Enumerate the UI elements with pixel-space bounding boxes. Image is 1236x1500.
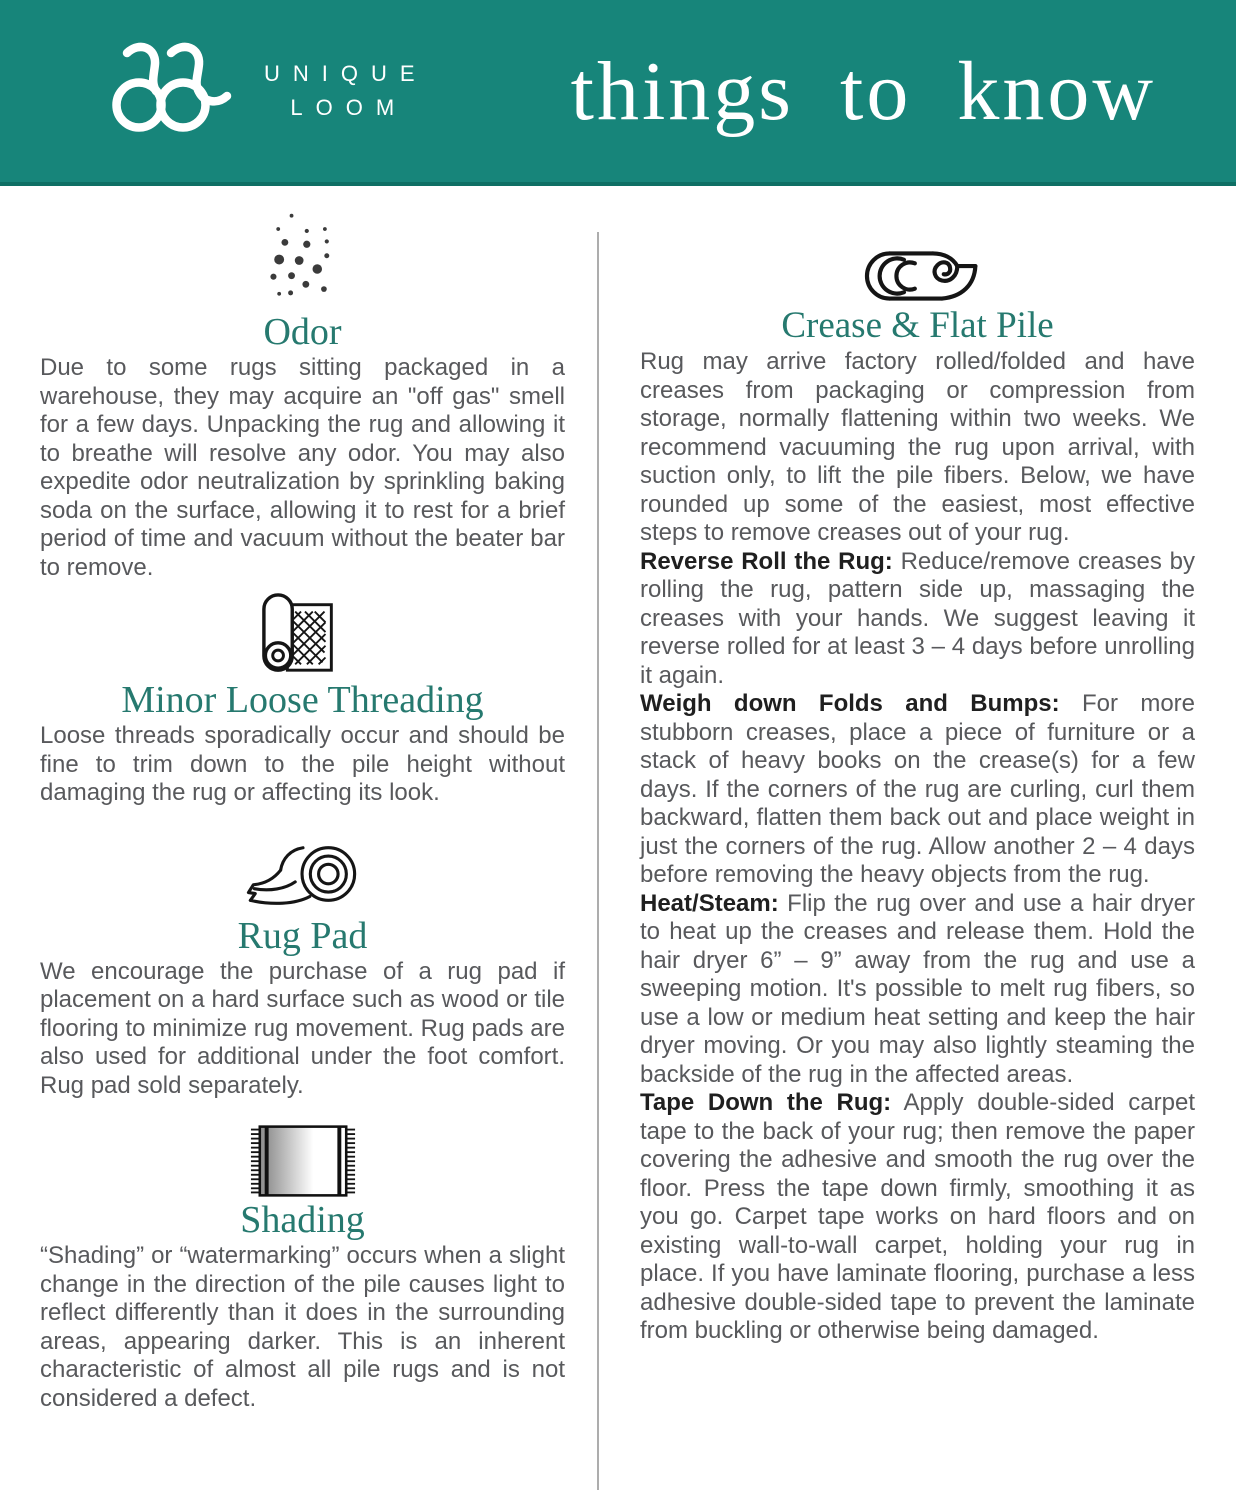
section-body-shading: “Shading” or “watermarking” occurs when a slight change in the direction of the pile causes light to reflect differently than it does in the surrounding areas, appearing darker. This is an inherent characteristic of almost all pile rugs and is not considered a defect.	[40, 1242, 565, 1412]
brand-line-2: LOOM	[290, 95, 408, 120]
tip-tape-down	[640, 1089, 1195, 1346]
tip-reverse-roll-body: Reduce/remove creases by rolling the rug, pattern side up, massaging the creases with your hands. We suggest leaving it reverse rolled for at least 3 – 4 days before unrolling it again.	[640, 547, 1195, 689]
shaded-rug-fringe-icon	[248, 1124, 358, 1198]
tip-reverse-roll-label: Reverse Roll the Rug:	[640, 547, 893, 575]
tip-weigh-down-label: Weigh down Folds and Bumps:	[640, 690, 1060, 717]
rolled-rug-side-icon	[856, 248, 980, 304]
brand-line-1: UNIQUE	[264, 61, 428, 86]
rug-pad-roll-icon	[244, 838, 362, 914]
section-title-odor: Odor	[263, 311, 342, 353]
header-banner	[0, 0, 1236, 186]
section-body-odor: Due to some rugs sitting packaged in a warehouse, they may acquire an "off gas" smell for a few days. Unpacking the rug and allowing it to breathe will resolve any odor. You may also expedite odor neutralization by sprinkling baking soda on the surface, allowing it to rest for a brief period of time and vacuum without the beater bar to remove.	[40, 354, 565, 581]
rolled-rug-crosshatch-icon	[257, 592, 349, 678]
tip-reverse-roll	[640, 548, 1195, 691]
tip-heat-steam-label: Heat/Steam:	[640, 889, 779, 917]
content-columns	[0, 186, 1236, 1413]
section-odor	[40, 186, 565, 582]
odor-particles-icon	[255, 210, 350, 310]
right-column	[598, 186, 1236, 1346]
tip-heat-steam	[640, 890, 1195, 1090]
tip-heat-steam-body: Flip the rug over and use a hair dryer to heat up the creases and release them. Hold the hair dryer 6” – 9” away from the rug and use a sweeping motion. It's possible to melt rug fibers, so use a low or medium heat setting and keep the hair dryer moving. Or you may also lightly steaming the backside of the rug in the affected areas.	[640, 889, 1195, 1088]
section-title-rug-pad: Rug Pad	[237, 914, 368, 957]
section-rug-pad	[40, 808, 565, 1101]
section-body-rug-pad: We encourage the purchase of a rug pad if placement on a hard surface such as wood or tile flooring to minimize rug movement. Rug pads are also used for additional under the foot comfort. Rug pad sold separately.	[40, 957, 565, 1099]
unique-loom-logo-icon	[96, 41, 248, 141]
column-divider	[597, 232, 599, 1490]
section-intro-crease: Rug may arrive factory rolled/folded and have creases from packaging or compression from storage, normally flattening within two weeks. We recommend vacuuming the rug upon arrival, with suction only, to lift the pile fibers. Below, we have rounded up some of the easiest, most effective steps to remove creases out of your rug.	[640, 348, 1195, 546]
section-loose-threading	[40, 582, 565, 808]
brand-wordmark	[264, 57, 428, 125]
section-crease-flat-pile	[640, 186, 1195, 1346]
tip-weigh-down	[640, 690, 1195, 890]
tip-tape-down-label: Tape Down the Rug:	[640, 1089, 892, 1116]
section-shading	[40, 1100, 565, 1413]
section-title-crease-flat-pile: Crease & Flat Pile	[781, 305, 1054, 346]
section-title-loose-threading: Minor Loose Threading	[121, 679, 484, 721]
tip-weigh-down-body: For more stubborn creases, place a piece of furniture or a stack of heavy books on the crease(s) for a few days. If the corners of the rug are curling, curl them backward, flatten them back out and place weight in just the corners of the rug. Allow another 2 – 4 days before removing the heavy objects from the rug.	[640, 690, 1196, 888]
page-title: things to know	[570, 44, 1156, 138]
left-column	[0, 186, 598, 1413]
tip-tape-down-body: Apply double-sided carpet tape to the back of your rug; then remove the paper covering the adhesive and smooth the rug over the floor. Press the tape down firmly, smoothing it as you go. Carpet tape works on hard floors and on existing wall-to-wall carpet, holding your rug in place. If you have laminate flooring, purchase a less adhesive double-sided tape to prevent the laminate from buckling or otherwise being damaged.	[640, 1089, 1195, 1344]
section-title-shading: Shading	[240, 1199, 365, 1241]
section-body-loose-threading: Loose threads sporadically occur and should be fine to trim down to the pile height without damaging the rug or affecting its look.	[40, 722, 565, 806]
